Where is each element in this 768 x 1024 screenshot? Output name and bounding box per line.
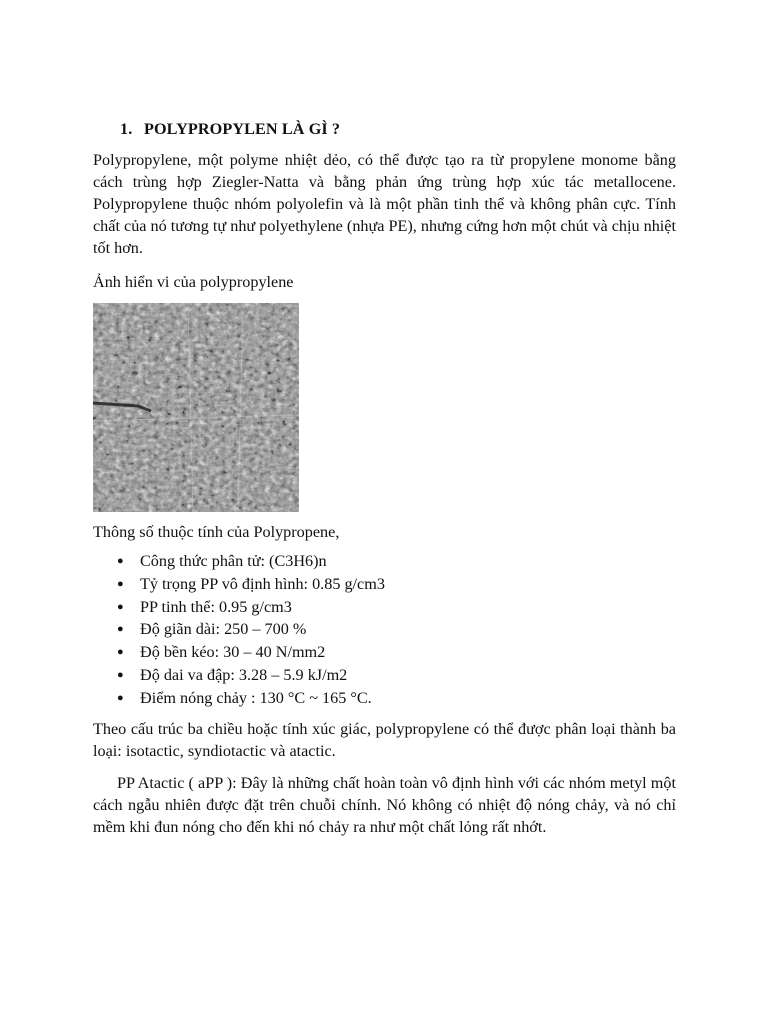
bullet-icon: ● (117, 691, 124, 704)
bullet-icon: ● (117, 623, 124, 636)
atactic-paragraph: PP Atactic ( aPP ): Đây là những chất hoàn toàn vô định hình với các nhóm metyl một cách ngẫu nhiên được đặt trên chuỗi chính. Nó không có nhiệt độ nóng chảy, và nó chỉ mềm khi đun nóng cho đến khi nó chảy ra như một chất lỏng rất nhớt. (93, 773, 676, 836)
bullet-icon: ● (117, 600, 124, 613)
list-item: ● Công thức phân tử: (C3H6)n (93, 550, 676, 573)
image-caption: Ảnh hiển vi của polypropylene (93, 273, 294, 291)
polypropylene-micrograph-image (93, 303, 299, 512)
properties-intro: Thông số thuộc tính của Polypropene, (93, 523, 340, 541)
structure-paragraph: Theo cấu trúc ba chiều hoặc tính xúc giác, polypropylene có thể được phân loại thành ba loại: isotactic, syndiotactic và atactic. (93, 719, 676, 760)
bullet-icon: ● (117, 646, 124, 659)
list-item: ● Độ giãn dài: 250 – 700 % (93, 618, 676, 641)
intro-paragraph: Polypropylene, một polyme nhiệt dẻo, có thể được tạo ra từ propylene monome bằng cách trùng hợp Ziegler-Natta và bằng phản ứng trùng hợp xúc tác metallocene. Polypropylene thuộc nhóm polyolefin và là một phần tinh thể và không phân cực. Tính chất của nó tương tự như polyethylene (nhựa PE), nhưng cứng hơn một chút và chịu nhiệt tốt hơn. (93, 151, 676, 257)
list-item: ● Điểm nóng chảy : 130 °C ~ 165 °C. (93, 687, 676, 710)
bullet-icon: ● (117, 555, 124, 567)
list-item: ● Độ dai va đập: 3.28 – 5.9 kJ/m2 (93, 664, 676, 687)
list-item: ● Độ bền kéo: 30 – 40 N/mm2 (93, 641, 676, 664)
section-number: 1. (120, 120, 133, 138)
list-item: ● Tỷ trọng PP vô định hình: 0.85 g/cm3 (93, 573, 676, 596)
section-heading (120, 118, 676, 140)
document-page (93, 118, 676, 838)
bullet-icon: ● (117, 668, 124, 681)
properties-list (93, 550, 676, 710)
list-item: ● PP tinh thể: 0.95 g/cm3 (93, 596, 676, 619)
section-title: POLYPROPYLEN LÀ GÌ ? (144, 120, 341, 138)
bullet-icon: ● (117, 577, 124, 590)
